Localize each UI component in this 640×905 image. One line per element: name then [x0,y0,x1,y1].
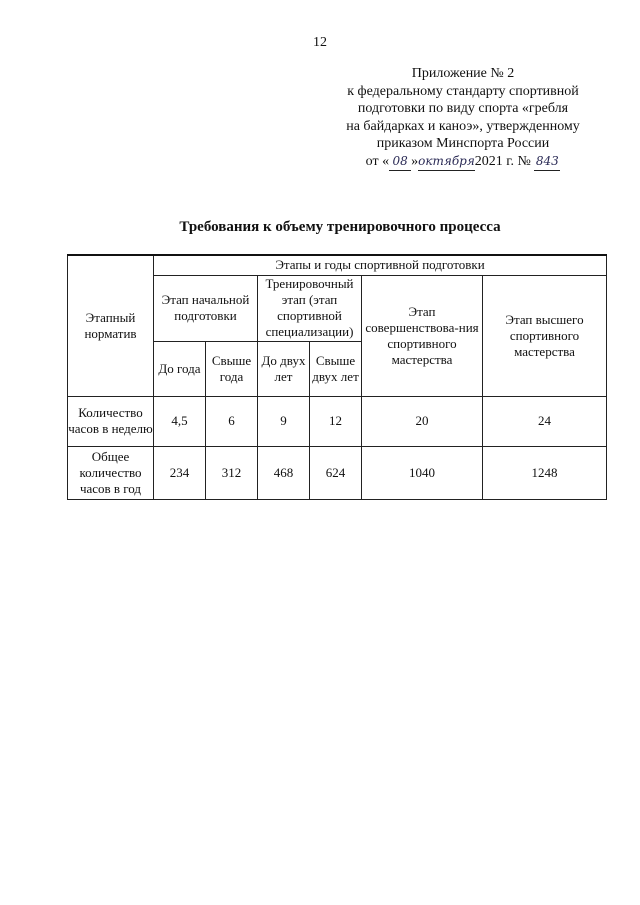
table-cell: 1040 [362,446,483,499]
header-sub-initial-1: До года [154,341,206,396]
row-label: Общее количество часов в год [68,446,154,499]
table-cell: 312 [206,446,258,499]
table-cell: 624 [310,446,362,499]
table-cell: 12 [310,396,362,446]
table-cell: 1248 [483,446,607,499]
table-cell: 6 [206,396,258,446]
header-sub-initial-2: Свыше года [206,341,258,396]
table-cell: 9 [258,396,310,446]
table-cell: 468 [258,446,310,499]
appendix-line-4: на байдарках и каноэ», утвержденному [346,118,580,134]
appendix-header [318,65,608,171]
date-day: 08 [389,153,411,172]
row-label: Количество часов в неделю [68,396,154,446]
appendix-date-line [318,153,608,172]
date-prefix: от « [365,153,390,169]
header-norm: Этапный норматив [68,255,154,396]
appendix-line-5: приказом Минспорта России [376,136,550,151]
table-row [68,446,607,499]
training-volume-table [67,254,607,500]
date-month: октября [418,153,475,172]
header-stage-highest: Этап высшего спортивного мастерства [483,275,607,396]
header-stage-improvement: Этап совершенствова-ния спортивного мастерства [362,275,483,396]
appendix-line-2: к федеральному стандарту спортивной [347,83,579,99]
order-number: 843 [534,153,560,172]
table-cell: 20 [362,396,483,446]
table-row [68,396,607,446]
appendix-title: Приложение № 2 [411,66,515,81]
table-cell: 24 [483,396,607,446]
date-year: 2021 г. № [474,153,531,169]
header-stage-training: Тренировочный этап (этап спортивной специализации) [258,275,362,341]
table-cell: 234 [154,446,206,499]
header-stages-group: Этапы и годы спортивной подготовки [154,255,607,275]
header-sub-training-2: Свыше двух лет [310,341,362,396]
header-stage-initial: Этап начальной подготовки [154,275,258,341]
document-title: Требования к объему тренировочного процесса [179,219,501,235]
header-sub-training-1: До двух лет [258,341,310,396]
page-number: 12 [313,35,327,50]
appendix-line-3: подготовки по виду спорта «гребля [357,101,569,116]
table-cell: 4,5 [154,396,206,446]
date-mid: » [411,153,419,169]
